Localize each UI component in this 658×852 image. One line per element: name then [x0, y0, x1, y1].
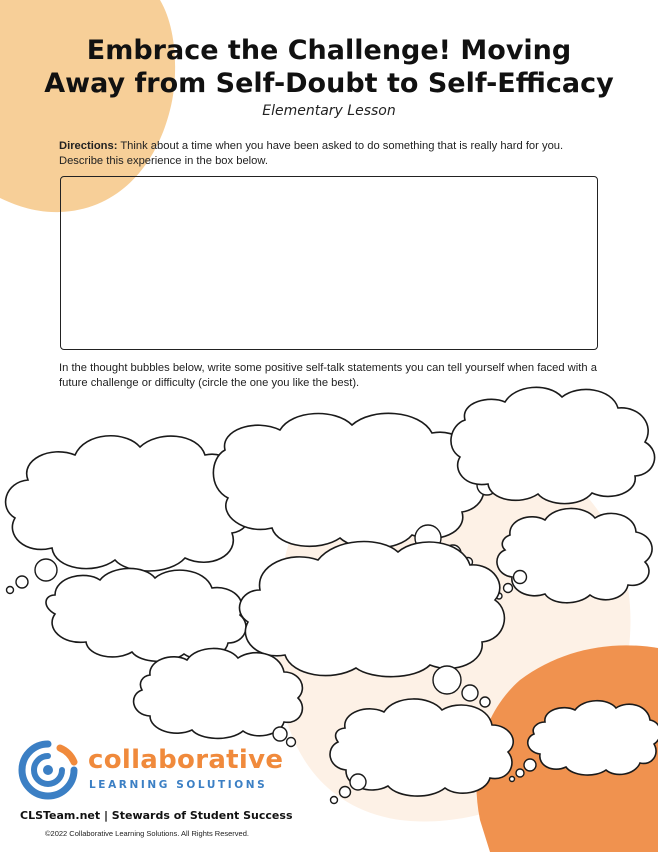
title-line-2: Away from Self-Doubt to Self-Efficacy [44, 68, 614, 99]
thought-bubble-5[interactable] [46, 568, 246, 661]
collaborative-logo-icon [18, 740, 78, 800]
footer-tagline: CLSTeam.net | Stewards of Student Success [20, 809, 293, 822]
title-line-1: Embrace the Challenge! Moving [86, 35, 572, 66]
thought-bubble-7[interactable] [134, 648, 303, 746]
page-title [0, 34, 658, 100]
page-subtitle: Elementary Lesson [262, 103, 396, 119]
directions-body: Think about a time when you have been asked to do something that is really hard for you. Describe this experience in the box below. [59, 140, 564, 167]
brand-subtitle: LEARNING SOLUTIONS [89, 779, 268, 791]
copyright-text: ©2022 Collaborative Learning Solutions. All Rights Reserved. [45, 829, 249, 838]
directions-text [59, 139, 604, 169]
thought-bubble-instructions: In the thought bubbles below, write some positive self-talk statements you can tell yourself when faced with a future challenge or difficulty (circle the one you like the best). [59, 362, 597, 389]
directions-label: Directions: [59, 140, 118, 152]
brand-name: collaborative [88, 745, 284, 775]
experience-answer-box[interactable] [60, 176, 598, 350]
thought-bubble-4[interactable] [496, 508, 652, 602]
